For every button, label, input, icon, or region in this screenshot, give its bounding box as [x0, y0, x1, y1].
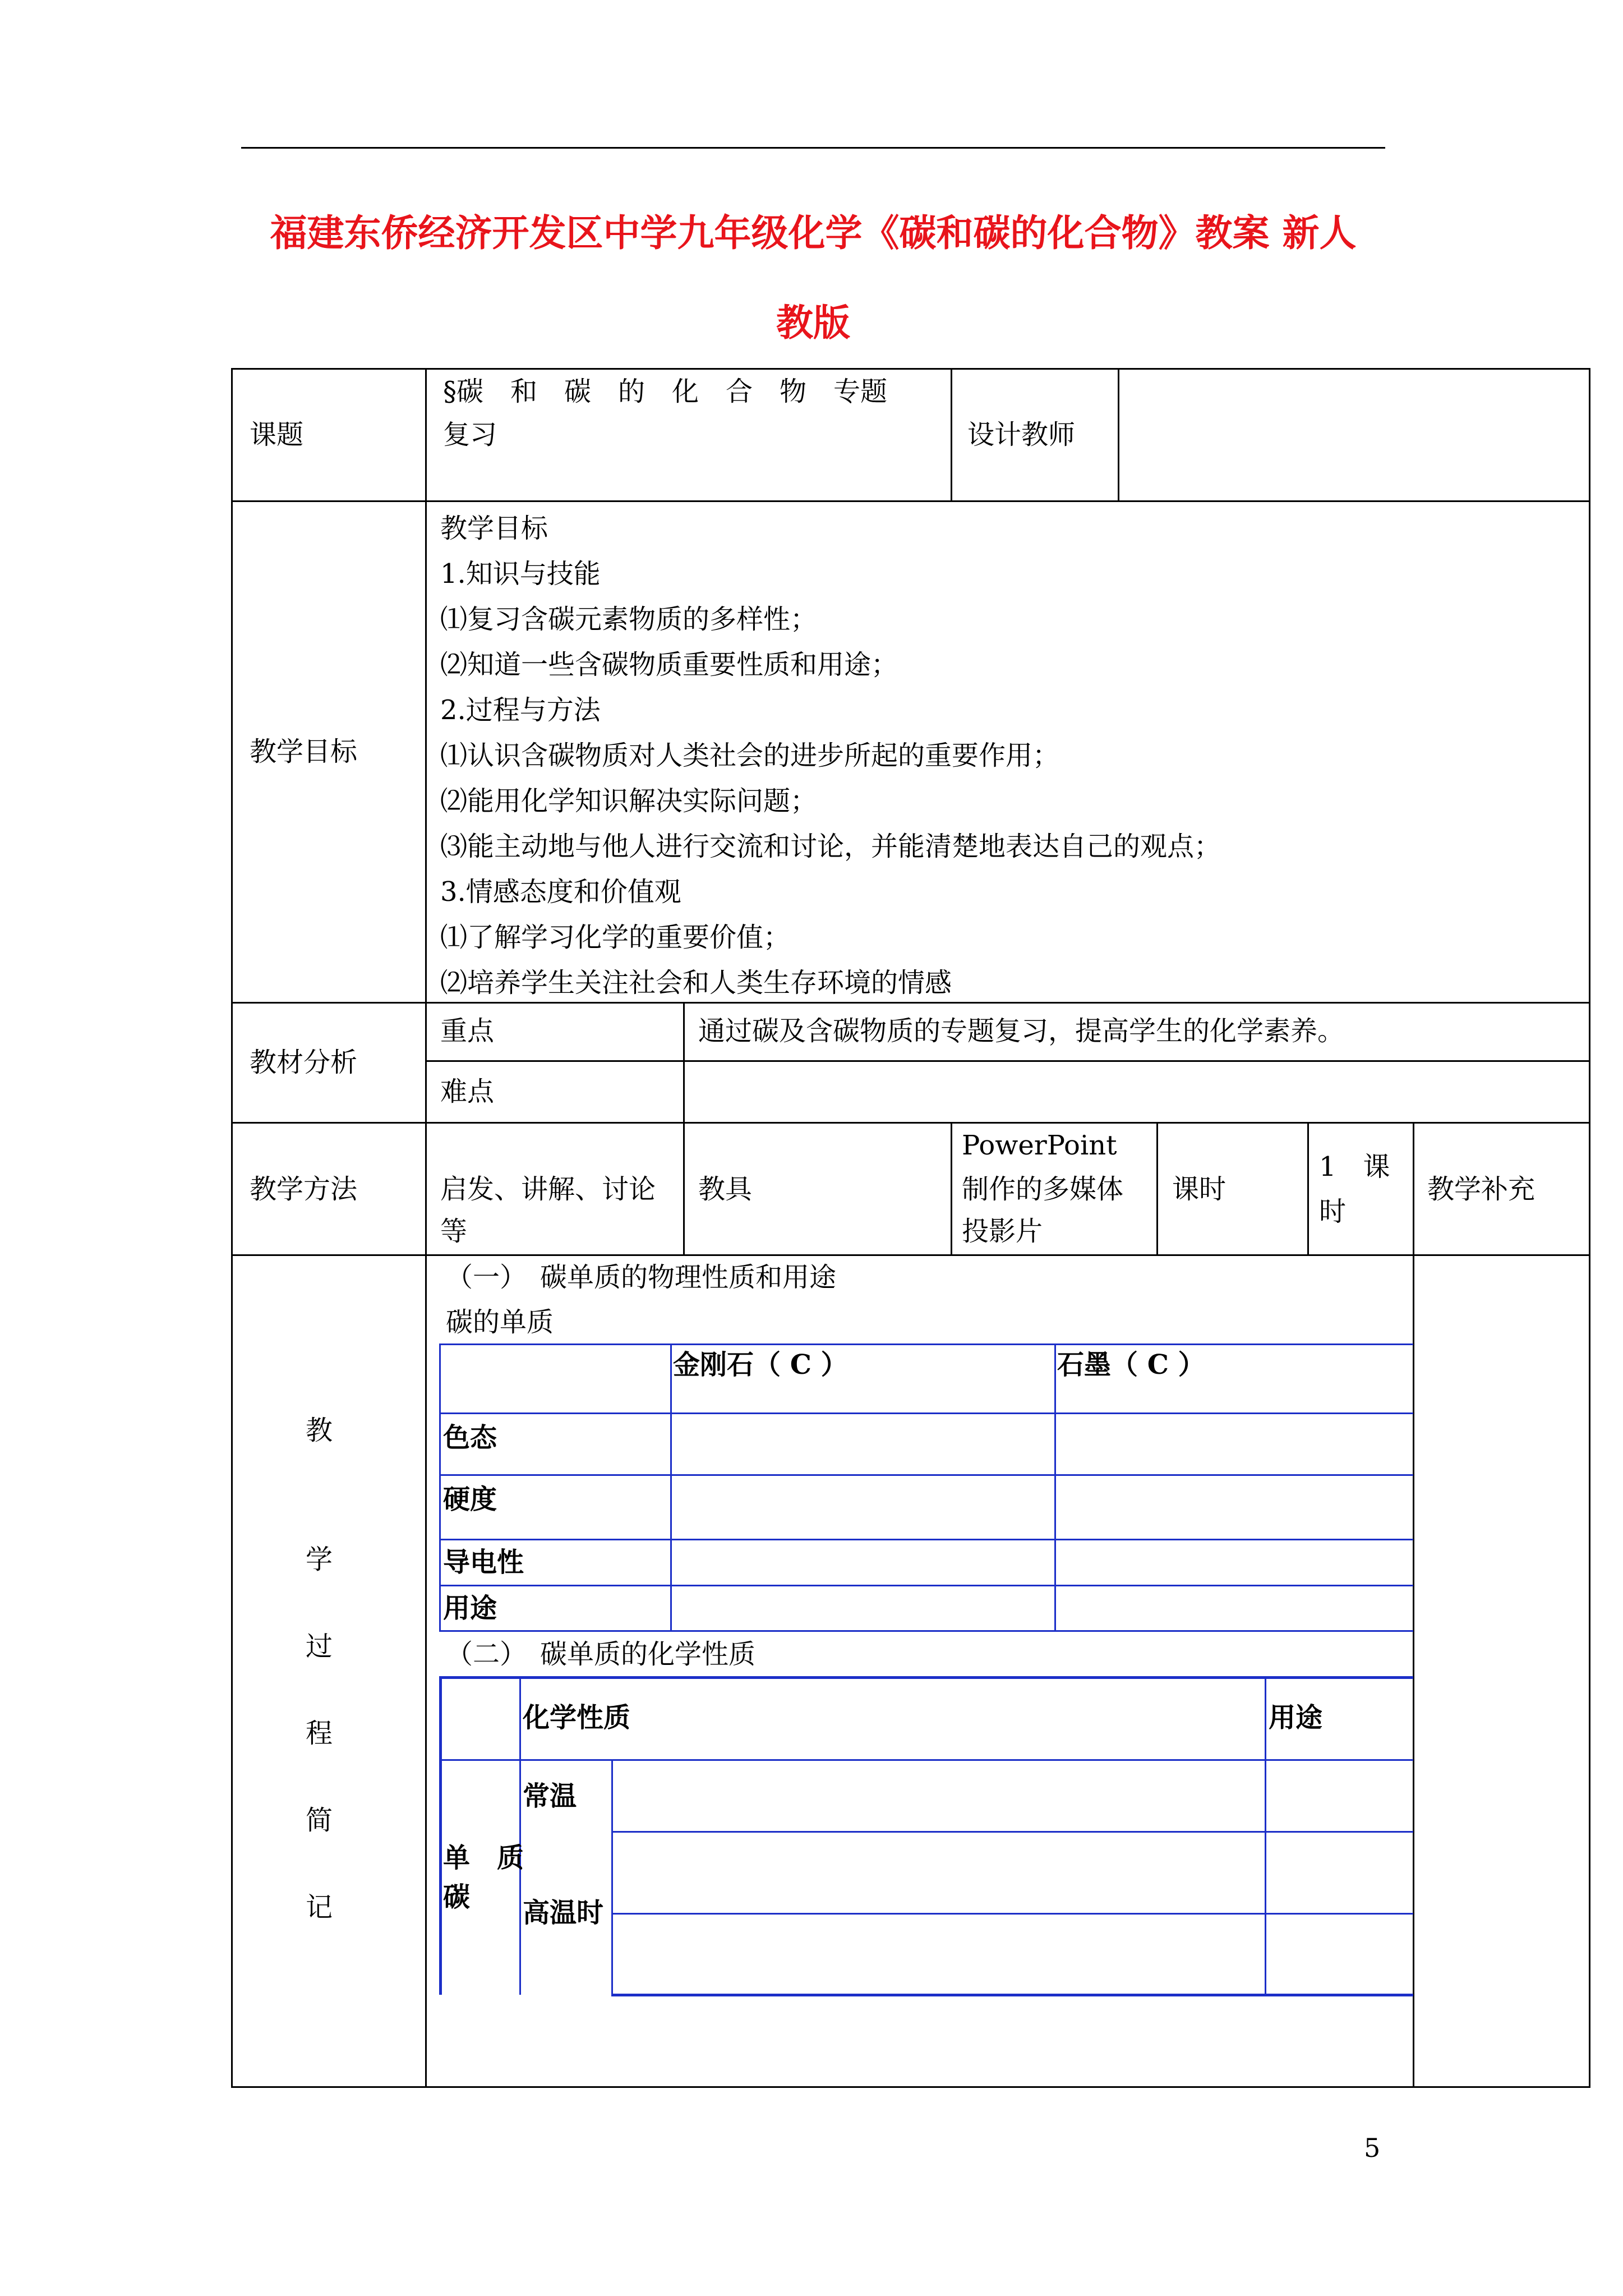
objective-line: 教学目标	[440, 513, 548, 544]
tools-value-line1: PowerPoint	[962, 1130, 1117, 1161]
group-label-line1: 单 质	[443, 1842, 524, 1874]
process-label-char: 记	[306, 1892, 333, 1923]
subject-value-line1: §碳 和 碳 的 化 合 物 专题	[443, 376, 888, 407]
row-conductivity: 导电性	[443, 1547, 524, 1578]
row-normal-temp: 常温	[523, 1780, 577, 1812]
analysis-label: 教材分析	[250, 1047, 358, 1078]
methods-label: 教学方法	[250, 1174, 358, 1205]
col-chemical-use: 用途	[1269, 1702, 1323, 1733]
hours-value-line2: 时	[1319, 1196, 1347, 1227]
process-label-char: 简	[306, 1805, 333, 1836]
key-point-value: 通过碳及含碳物质的专题复习，提高学生的化学素养。	[698, 1015, 1345, 1047]
subject-value-line2: 复习	[443, 419, 497, 450]
objective-line: 1.知识与技能	[440, 558, 601, 590]
process-label-char: 程	[306, 1718, 333, 1749]
supplement-label: 教学补充	[1427, 1174, 1536, 1205]
process-label-char: 教	[306, 1415, 333, 1446]
process-label-char: 学	[306, 1544, 333, 1575]
col-chemical-property: 化学性质	[523, 1702, 631, 1733]
methods-value-line2: 等	[440, 1216, 468, 1247]
hours-value-line1: 1 课	[1319, 1151, 1390, 1182]
section2-title: （二） 碳单质的化学性质	[446, 1639, 756, 1670]
document-title-line2: 教版	[776, 301, 850, 344]
difficulty-label: 难点	[440, 1076, 495, 1107]
objective-line: ⑵培养学生关注社会和人类生存环境的情感	[440, 967, 952, 999]
section1-title: （一） 碳单质的物理性质和用途	[446, 1262, 837, 1293]
objective-line: ⑴了解学习化学的重要价值；	[440, 922, 791, 953]
process-label-char: 过	[306, 1631, 333, 1662]
tools-label: 教具	[698, 1174, 753, 1205]
objectives-label: 教学目标	[250, 736, 358, 767]
objective-line: ⑴复习含碳元素物质的多样性；	[440, 604, 818, 635]
row-color-state: 色态	[443, 1422, 497, 1453]
methods-value-line1: 启发、讲解、讨论	[440, 1174, 656, 1205]
tools-value-line3: 投影片	[962, 1216, 1043, 1247]
document-title-line1: 福建东侨经济开发区中学九年级化学《碳和碳的化合物》教案 新人	[270, 211, 1357, 255]
objective-line: ⑵能用化学知识解决实际问题；	[440, 785, 818, 817]
objective-line: ⑴认识含碳物质对人类社会的进步所起的重要作用；	[440, 740, 1060, 771]
col-graphite: 石墨（ C ）	[1057, 1349, 1205, 1381]
page-number: 5	[1364, 2133, 1381, 2163]
row-hardness: 硬度	[443, 1484, 497, 1515]
row-use: 用途	[443, 1593, 497, 1624]
designer-label: 设计教师	[967, 419, 1076, 450]
row-high-temp: 高温时	[523, 1897, 604, 1929]
key-point-label: 重点	[440, 1015, 495, 1047]
objective-line: 3.情感态度和价值观	[440, 876, 681, 908]
col-diamond: 金刚石（ C ）	[673, 1349, 848, 1381]
objective-line: 2.过程与方法	[440, 694, 601, 726]
subject-label: 课题	[250, 419, 304, 450]
objective-line: ⑵知道一些含碳物质重要性质和用途；	[440, 649, 898, 680]
header-rule	[241, 147, 1385, 149]
section1-subtitle: 碳的单质	[446, 1306, 554, 1338]
hours-label: 课时	[1172, 1174, 1227, 1205]
tools-value-line2: 制作的多媒体	[962, 1174, 1124, 1205]
objective-line: ⑶能主动地与他人进行交流和讨论，并能清楚地表达自己的观点；	[440, 831, 1221, 862]
group-label-line2: 碳	[443, 1881, 471, 1913]
